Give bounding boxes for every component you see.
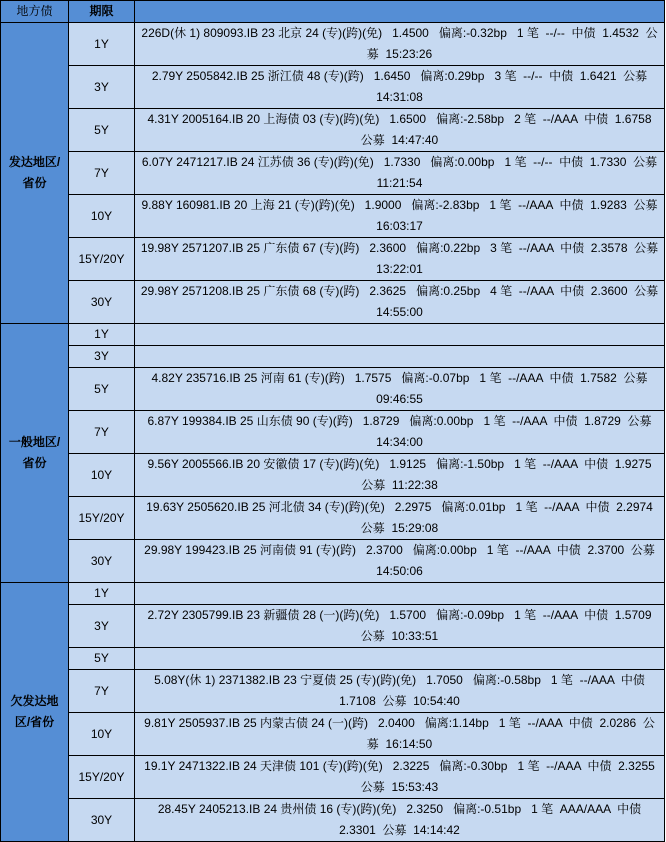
table-row bbox=[1, 713, 665, 756]
header-quote bbox=[135, 1, 665, 23]
region-group-cell: 欠发达地区/省份 bbox=[1, 583, 69, 842]
quote-cell: 6.07Y 2471217.IB 24 江苏债 36 (专)(跨)(免) 1.7330 偏离:0.00bp 1 笔 --/-- 中债 1.7330 公募 11:21:54 bbox=[135, 152, 665, 195]
quote-cell: 19.98Y 2571207.IB 25 广东债 67 (专)(跨) 2.3600 偏离:0.22bp 3 笔 --/AAA 中债 2.3578 公募 13:22:01 bbox=[135, 238, 665, 281]
tenor-cell: 10Y bbox=[69, 713, 135, 756]
tenor-cell: 5Y bbox=[69, 368, 135, 411]
tenor-cell: 10Y bbox=[69, 454, 135, 497]
tenor-cell: 30Y bbox=[69, 540, 135, 583]
table-row bbox=[1, 238, 665, 281]
table-row bbox=[1, 670, 665, 713]
region-group-cell: 发达地区/省份 bbox=[1, 23, 69, 324]
table-row bbox=[1, 497, 665, 540]
header-row bbox=[1, 1, 665, 23]
header-tenor: 期限 bbox=[69, 1, 135, 23]
quote-cell: 5.08Y(休 1) 2371382.IB 23 宁夏债 25 (专)(跨)(免) 1.7050 偏离:-0.58bp 1 笔 --/AAA 中债 1.7108 公募 10:54:40 bbox=[135, 670, 665, 713]
table-row bbox=[1, 454, 665, 497]
tenor-cell: 5Y bbox=[69, 109, 135, 152]
table-row bbox=[1, 411, 665, 454]
quote-cell: 9.88Y 160981.IB 20 上海 21 (专)(跨)(免) 1.9000 偏离:-2.83bp 1 笔 --/AAA 中债 1.9283 公募 16:03:17 bbox=[135, 195, 665, 238]
quote-cell: 2.72Y 2305799.IB 23 新疆债 28 (一)(跨)(免) 1.5700 偏离:-0.09bp 1 笔 --/AAA 中债 1.5709 公募 10:33:51 bbox=[135, 605, 665, 648]
tenor-cell: 15Y/20Y bbox=[69, 238, 135, 281]
table-row bbox=[1, 756, 665, 799]
tenor-cell: 10Y bbox=[69, 195, 135, 238]
tenor-cell: 1Y bbox=[69, 324, 135, 346]
tenor-cell: 7Y bbox=[69, 670, 135, 713]
quote-cell bbox=[135, 583, 665, 605]
quote-cell: 29.98Y 199423.IB 25 河南债 91 (专)(跨) 2.3700 偏离:0.00bp 1 笔 --/AAA 中债 2.3700 公募 14:50:06 bbox=[135, 540, 665, 583]
table-row bbox=[1, 346, 665, 368]
quote-cell bbox=[135, 648, 665, 670]
quote-cell: 4.82Y 235716.IB 25 河南 61 (专)(跨) 1.7575 偏离:-0.07bp 1 笔 --/AAA 中债 1.7582 公募 09:46:55 bbox=[135, 368, 665, 411]
table-row bbox=[1, 540, 665, 583]
table-body bbox=[1, 23, 665, 842]
quote-cell bbox=[135, 324, 665, 346]
table-row bbox=[1, 152, 665, 195]
quote-cell bbox=[135, 346, 665, 368]
region-group-cell: 一般地区/省份 bbox=[1, 324, 69, 583]
tenor-cell: 5Y bbox=[69, 648, 135, 670]
table-row bbox=[1, 281, 665, 324]
tenor-cell: 7Y bbox=[69, 411, 135, 454]
quote-cell: 6.87Y 199384.IB 25 山东债 90 (专)(跨) 1.8729 偏离:0.00bp 1 笔 --/AAA 中债 1.8729 公募 14:34:00 bbox=[135, 411, 665, 454]
quote-cell: 28.45Y 2405213.IB 24 贵州债 16 (专)(跨)(免) 2.3250 偏离:-0.51bp 1 笔 AAA/AAA 中债 2.3301 公募 14:14:42 bbox=[135, 799, 665, 842]
table-row bbox=[1, 583, 665, 605]
table-row bbox=[1, 368, 665, 411]
tenor-cell: 3Y bbox=[69, 605, 135, 648]
quote-cell: 19.1Y 2471322.IB 24 天津债 101 (专)(跨)(免) 2.3225 偏离:-0.30bp 1 笔 --/AAA 中债 2.3255 公募 15:53:43 bbox=[135, 756, 665, 799]
quote-cell: 4.31Y 2005164.IB 20 上海债 03 (专)(跨)(免) 1.6500 偏离:-2.58bp 2 笔 --/AAA 中债 1.6758 公募 14:47:40 bbox=[135, 109, 665, 152]
quote-cell: 9.81Y 2505937.IB 25 内蒙古债 24 (一)(跨) 2.0400 偏离:1.14bp 1 笔 --/AAA 中债 2.0286 公募 16:14:50 bbox=[135, 713, 665, 756]
table-row bbox=[1, 605, 665, 648]
quote-cell: 2.79Y 2505842.IB 25 浙江债 48 (专)(跨) 1.6450 偏离:0.29bp 3 笔 --/-- 中债 1.6421 公募 14:31:08 bbox=[135, 66, 665, 109]
quote-cell: 19.63Y 2505620.IB 25 河北债 34 (专)(跨)(免) 2.2975 偏离:0.01bp 1 笔 --/AAA 中债 2.2974 公募 15:29:08 bbox=[135, 497, 665, 540]
quote-cell: 9.56Y 2005566.IB 20 安徽债 17 (专)(跨)(免) 1.9125 偏离:-1.50bp 1 笔 --/AAA 中债 1.9275 公募 11:22:38 bbox=[135, 454, 665, 497]
tenor-cell: 15Y/20Y bbox=[69, 497, 135, 540]
tenor-cell: 30Y bbox=[69, 799, 135, 842]
table-row bbox=[1, 109, 665, 152]
header-local-bond: 地方债 bbox=[1, 1, 69, 23]
tenor-cell: 30Y bbox=[69, 281, 135, 324]
table-row bbox=[1, 324, 665, 346]
table-row bbox=[1, 23, 665, 66]
tenor-cell: 1Y bbox=[69, 23, 135, 66]
quote-cell: 29.98Y 2571208.IB 25 广东债 68 (专)(跨) 2.3625 偏离:0.25bp 4 笔 --/AAA 中债 2.3600 公募 14:55:00 bbox=[135, 281, 665, 324]
tenor-cell: 3Y bbox=[69, 66, 135, 109]
quote-cell: 226D(休 1) 809093.IB 23 北京 24 (专)(跨)(免) 1.4500 偏离:-0.32bp 1 笔 --/-- 中债 1.4532 公募 15:23:26 bbox=[135, 23, 665, 66]
tenor-cell: 3Y bbox=[69, 346, 135, 368]
tenor-cell: 15Y/20Y bbox=[69, 756, 135, 799]
table-row bbox=[1, 799, 665, 842]
table-row bbox=[1, 648, 665, 670]
table-row bbox=[1, 66, 665, 109]
table-row bbox=[1, 195, 665, 238]
tenor-cell: 1Y bbox=[69, 583, 135, 605]
tenor-cell: 7Y bbox=[69, 152, 135, 195]
